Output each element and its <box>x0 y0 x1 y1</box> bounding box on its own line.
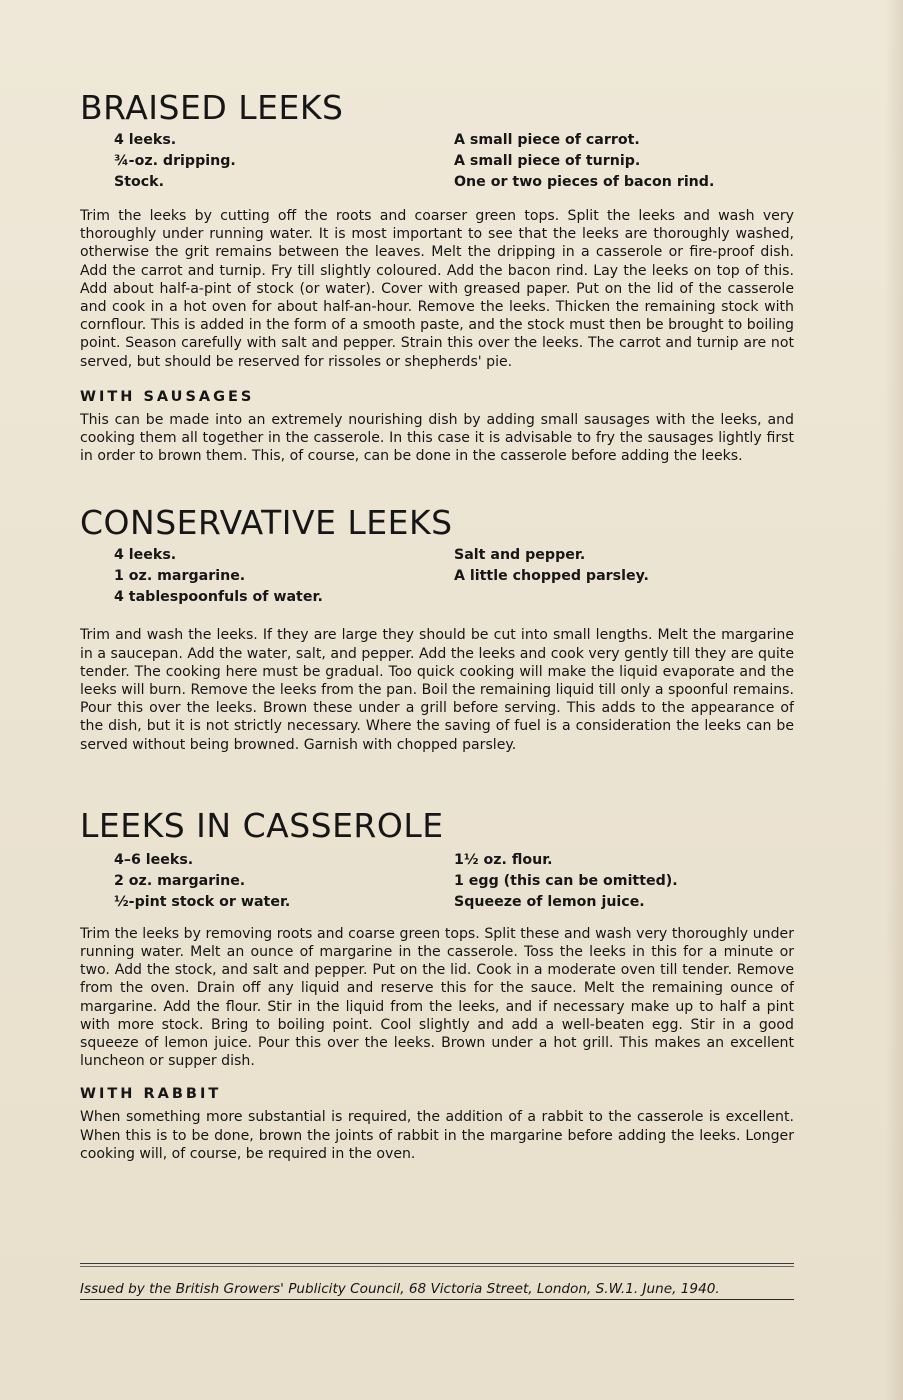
with-sausages-text: This can be made into an extremely nourishing dish by adding small sausages with the leeks, and cooking them all together in the casserole. In this case it is advisable to fry the sausages lightly first in order to brown them. This, of course, can be done in the casserole before adding the leeks. <box>80 411 794 465</box>
ingredient: A small piece of carrot. <box>454 132 640 148</box>
footer-divider <box>80 1266 794 1267</box>
ingredient: 1½ oz. flour. <box>454 851 553 868</box>
ingredient: Stock. <box>114 174 164 190</box>
leeks-in-casserole-title: LEEKS IN CASSEROLE <box>80 805 444 845</box>
ingredients-right-column <box>454 130 834 193</box>
leeks-in-casserole-method: Trim the leeks by removing roots and coarse green tops. Split these and wash very thoroughly under running water. Melt an ounce of margarine in the casserole. Toss the leeks in this for a minute or two. Add the stock, and salt and pepper. Put on the lid. Cook in a moderate oven till tender. Remove from the oven. Drain off any liquid and reserve this for the sauce. Melt the remaining ounce of margarine. Add the flour. Stir in the liquid from the leeks, and if necessary make up to half a pint with more stock. Bring to boiling point. Cool slightly and add a well-beaten egg. Stir in a good squeeze of lemon juice. Pour this over the leeks. Brown under a hot grill. This makes an excellent luncheon or supper dish. <box>80 925 794 1070</box>
publisher-footer: Issued by the British Growers' Publicity Council, 68 Victoria Street, London, S.W.1. June, 1940. <box>80 1281 720 1297</box>
with-rabbit-heading: WITH RABBIT <box>80 1086 222 1103</box>
ingredient: 4 leeks. <box>114 547 177 564</box>
conservative-leeks-ingredients <box>114 545 794 608</box>
ingredient: 4 tablespoonfuls of water. <box>114 589 323 606</box>
ingredient: 1 egg (this can be omitted). <box>454 872 678 889</box>
ingredient: Salt and pepper. <box>454 547 586 564</box>
recipe-content <box>80 84 794 1163</box>
ingredient: 4–6 leeks. <box>114 851 194 868</box>
with-sausages-heading: WITH SAUSAGES <box>80 388 255 405</box>
footer-underline <box>80 1299 794 1300</box>
leeks-in-casserole-ingredients <box>114 850 794 913</box>
ingredients-left-column <box>114 545 454 608</box>
ingredient: 2 oz. margarine. <box>114 872 246 889</box>
ingredient: 1 oz. margarine. <box>114 568 246 585</box>
page-edge-shadow <box>885 0 903 1400</box>
conservative-leeks-title: CONSERVATIVE LEEKS <box>80 503 453 543</box>
ingredients-right-column <box>454 850 834 913</box>
ingredient: One or two pieces of bacon rind. <box>454 174 715 190</box>
footer-divider <box>80 1263 794 1264</box>
ingredient: ¾-oz. dripping. <box>114 153 236 169</box>
braised-leeks-method: Trim the leeks by cutting off the roots and coarser green tops. Split the leeks and wash very thoroughly under running water. It is most important to see that the leeks are thoroughly washed, otherwise the grit remains between the leaves. Melt the dripping in a casserole or fire-proof dish. Add the carrot and turnip. Fry till slightly coloured. Add the bacon rind. Lay the leeks on top of this. Add about half-a-pint of stock (or water). Cover with greased paper. Put on the lid of the casserole and cook in a hot oven for about half-an-hour. Remove the leeks. Thicken the remaining stock with cornflour. This is added in the form of a smooth paste, and the stock must then be brought to boiling point. Season carefully with salt and pepper. Strain this over the leeks. The carrot and turnip are not served, but should be reserved for rissoles or shepherds' pie. <box>80 208 794 370</box>
ingredients-left-column <box>114 850 454 913</box>
ingredients-right-column <box>454 545 834 608</box>
ingredient: A small piece of turnip. <box>454 153 641 169</box>
ingredient: ½-pint stock or water. <box>114 893 291 910</box>
ingredient: Squeeze of lemon juice. <box>454 893 645 910</box>
ingredient: A little chopped parsley. <box>454 568 649 585</box>
braised-leeks-title: BRAISED LEEKS <box>80 88 344 127</box>
conservative-leeks-method: Trim and wash the leeks. If they are large they should be cut into small lengths. Melt the margarine in a saucepan. Add the water, salt, and pepper. Add the leeks and cook very gently till they are quite tender. The cooking here must be gradual. Too quick cooking will make the liquid evaporate and the leeks will burn. Remove the leeks from the pan. Boil the remaining liquid till only a spoonful remains. Pour this over the leeks. Brown these under a grill before serving. This adds to the appearance of the dish, but it is not strictly necessary. Where the saving of fuel is a consideration the leeks can be served without being browned. Garnish with chopped parsley. <box>80 627 794 753</box>
ingredients-left-column <box>114 130 454 193</box>
with-rabbit-text: When something more substantial is required, the addition of a rabbit to the casserole is excellent. When this is to be done, brown the joints of rabbit in the margarine before adding the leeks. Longer cooking will, of course, be required in the oven. <box>80 1109 794 1162</box>
ingredient: 4 leeks. <box>114 132 177 148</box>
braised-leeks-ingredients <box>114 130 794 193</box>
